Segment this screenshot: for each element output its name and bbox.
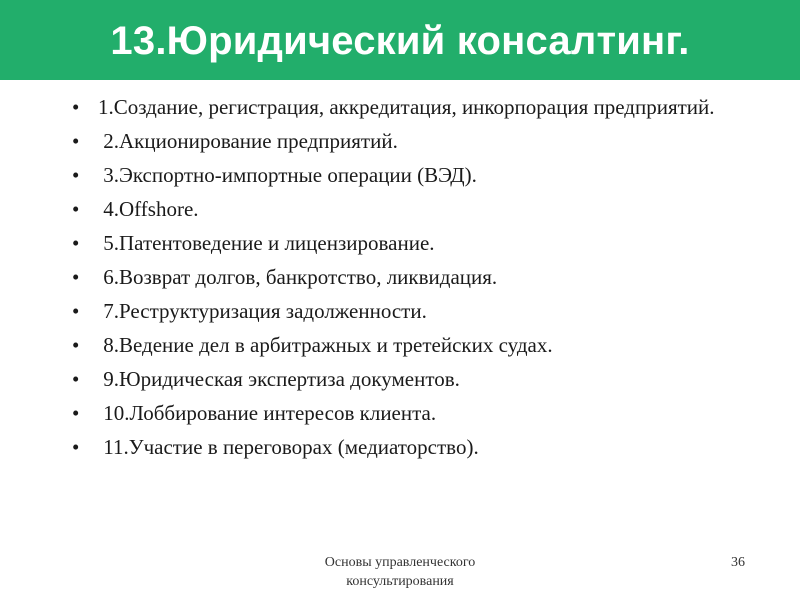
bullet-icon: •: [72, 333, 80, 357]
bullet-text: 5.Патентоведение и лицензирование.: [98, 231, 435, 255]
bullet-item: [68, 401, 768, 426]
bullet-icon: •: [72, 299, 80, 323]
bullet-icon: •: [72, 265, 80, 289]
bullet-item: [68, 367, 768, 392]
bullet-item: [68, 265, 768, 290]
title-bar: [0, 0, 800, 80]
page-number: 36: [731, 555, 745, 570]
bullet-icon: •: [72, 435, 80, 459]
bullet-text: 8.Ведение дел в арбитражных и третейских судах.: [98, 333, 553, 357]
bullet-item: [68, 299, 768, 324]
bullet-icon: •: [72, 129, 80, 153]
bullet-text: 6.Возврат долгов, банкротство, ликвидация.: [98, 265, 498, 289]
footer-caption: [260, 553, 540, 591]
bullet-icon: •: [72, 95, 80, 119]
bullet-item: [68, 435, 768, 460]
bullet-item: [68, 95, 768, 120]
bullet-text: 11.Участие в переговорах (медиаторство).: [98, 435, 479, 459]
bullet-text: 4.Offshore.: [98, 197, 199, 221]
bullet-item: [68, 231, 768, 256]
bullet-list: [68, 95, 768, 469]
bullet-text: 10.Лоббирование интересов клиента.: [98, 401, 437, 425]
bullet-text: 9.Юридическая экспертиза документов.: [98, 367, 460, 391]
bullet-item: [68, 197, 768, 222]
bullet-icon: •: [72, 231, 80, 255]
bullet-text: 2.Акционирование предприятий.: [98, 129, 398, 153]
bullet-text: 7.Реструктуризация задолженности.: [98, 299, 427, 323]
bullet-text: 3.Экспортно-импортные операции (ВЭД).: [98, 163, 477, 187]
bullet-icon: •: [72, 367, 80, 391]
bullet-text: 1.Создание, регистрация, аккредитация, инкорпорация предприятий.: [98, 95, 715, 119]
bullet-item: [68, 129, 768, 154]
bullet-icon: •: [72, 401, 80, 425]
bullet-item: [68, 163, 768, 188]
bullet-icon: •: [72, 197, 80, 221]
bullet-item: [68, 333, 768, 358]
bullet-icon: •: [72, 163, 80, 187]
footer-line-2: консультирования: [346, 574, 454, 589]
slide-title: 13.Юридический консалтинг.: [110, 19, 690, 63]
footer-line-1: Основы управленческого: [324, 555, 476, 570]
